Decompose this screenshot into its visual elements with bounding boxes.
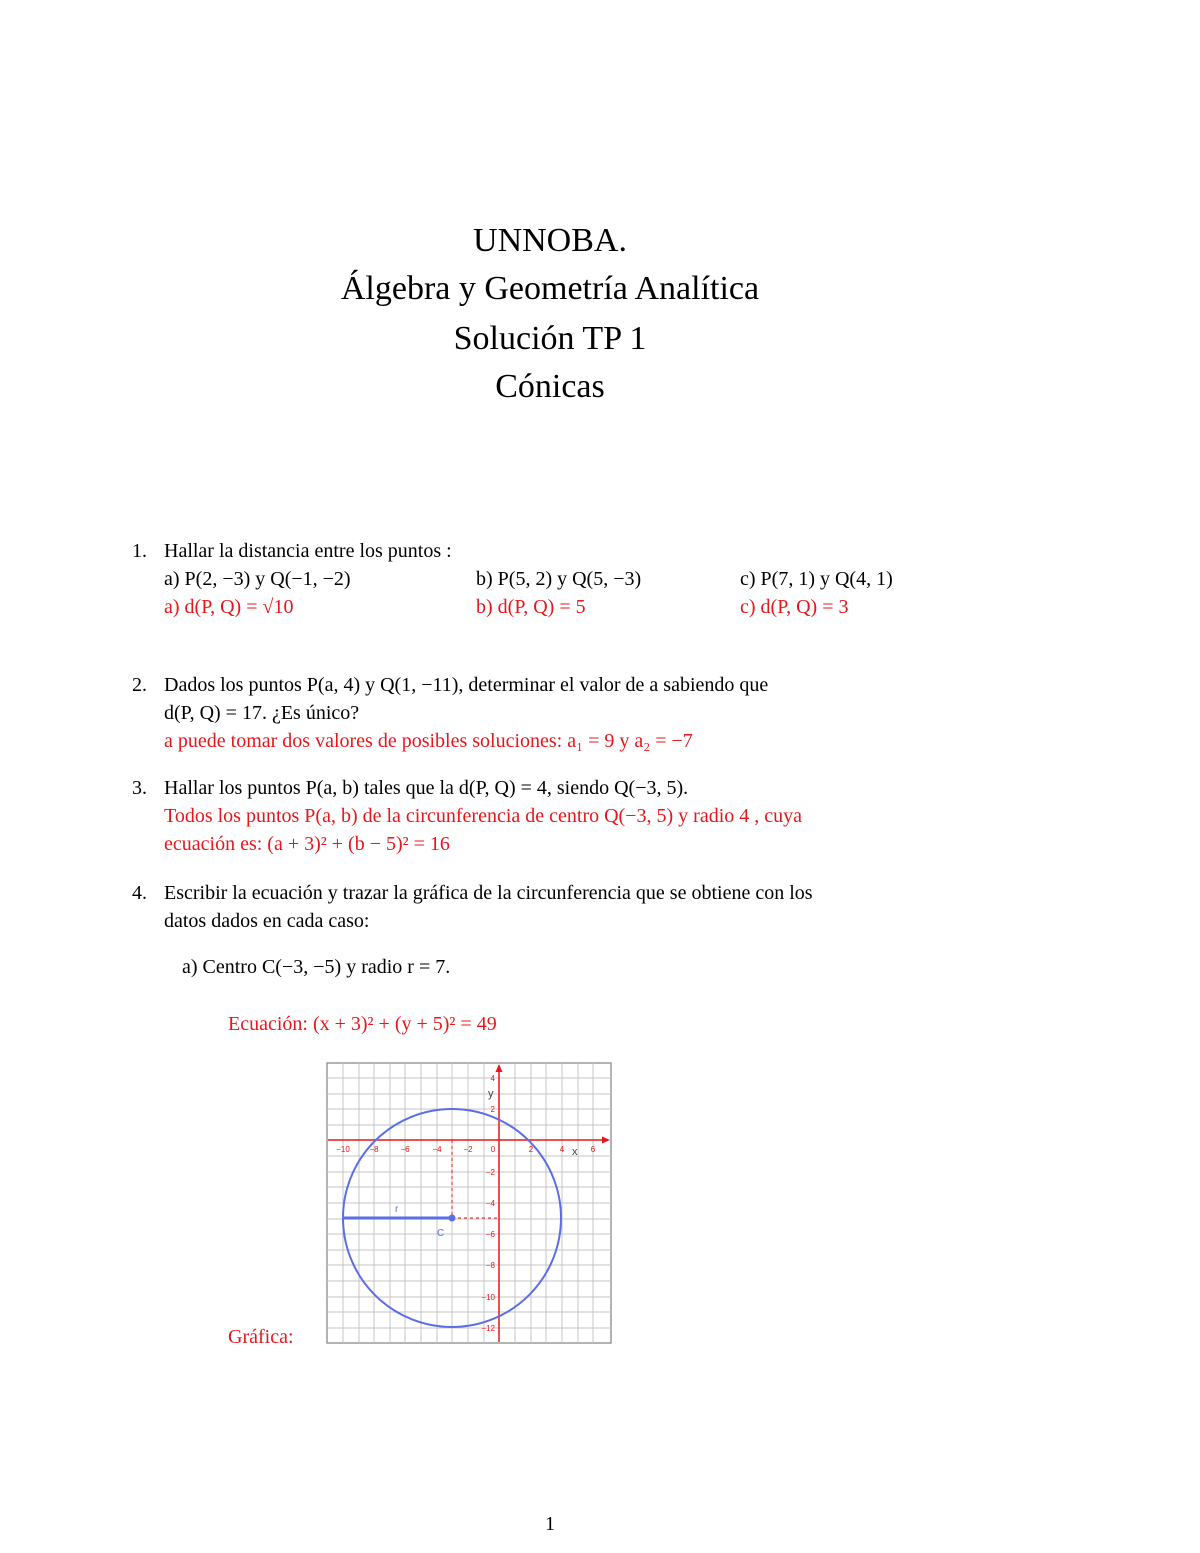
page-number: 1 [545, 1513, 555, 1535]
problem-3-number: 3. [132, 777, 147, 799]
problem-1-item-b: b) P(5, 2) y Q(5, −3) [476, 568, 642, 590]
problem-3-solution-line-1: Todos los puntos P(a, b) de la circunferencia de centro Q(−3, 5) y radio 4 , cuya [164, 805, 803, 827]
problem-4-number: 4. [132, 882, 147, 904]
doc-title-course: Álgebra y Geometría Analítica [340, 270, 760, 307]
doc-title-topic: Cónicas [495, 368, 605, 405]
problem-1-solution-a: a) d(P, Q) = √10 [164, 596, 294, 618]
y-tick-label: −12 [481, 1324, 495, 1333]
problem-1-solution-b: b) d(P, Q) = 5 [476, 596, 586, 618]
problem-3-line-1: Hallar los puntos P(a, b) tales que la d(P, Q) = 4, siendo Q(−3, 5). [164, 777, 689, 799]
x-tick-label: 6 [590, 1145, 596, 1154]
circle-graph [326, 1062, 612, 1344]
problem-1-item-c: c) P(7, 1) y Q(4, 1) [740, 568, 893, 590]
problem-4-item-a: a) Centro C(−3, −5) y radio r = 7. [182, 956, 451, 978]
x-axis-label: x [572, 1146, 578, 1158]
center-point [449, 1215, 456, 1222]
x-tick-label: 4 [559, 1145, 565, 1154]
radius-label: r [395, 1204, 399, 1215]
x-tick-label: 2 [528, 1145, 534, 1154]
x-tick-label: −10 [336, 1145, 350, 1154]
problem-1-statement: Hallar la distancia entre los puntos : [164, 540, 452, 562]
x-tick-label: −8 [369, 1145, 379, 1154]
y-axis-label: y [488, 1088, 494, 1100]
problem-2-line-1: Dados los puntos P(a, 4) y Q(1, −11), determinar el valor de a sabiendo que [164, 674, 769, 696]
y-tick-label: 2 [490, 1105, 495, 1114]
x-tick-label: −2 [463, 1145, 473, 1154]
y-tick-label: −6 [485, 1230, 495, 1239]
problem-3-solution-line-2: ecuación es: (a + 3)² + (b − 5)² = 16 [164, 833, 450, 855]
doc-title-institution: UNNOBA. [473, 222, 627, 259]
x-tick-label: 0 [490, 1145, 496, 1154]
doc-title-tp: Solución TP 1 [453, 320, 647, 357]
problem-4-line-2: datos dados en cada caso: [164, 910, 370, 932]
x-tick-label: −6 [400, 1145, 410, 1154]
y-tick-label: −4 [485, 1199, 495, 1208]
problem-1-solution-c: c) d(P, Q) = 3 [740, 596, 849, 618]
problem-4-graph-label: Gráfica: [228, 1326, 294, 1348]
problem-4-line-1: Escribir la ecuación y trazar la gráfica de la circunferencia que se obtiene con los [164, 882, 813, 904]
y-tick-label: −2 [485, 1168, 495, 1177]
problem-2-number: 2. [132, 674, 147, 696]
center-label: C [437, 1228, 445, 1239]
x-tick-label: −4 [432, 1145, 442, 1154]
y-tick-label: −10 [481, 1293, 495, 1302]
y-tick-label: −8 [485, 1261, 495, 1270]
problem-1-number: 1. [132, 540, 147, 562]
y-tick-label: 4 [490, 1074, 495, 1083]
problem-2-line-2: d(P, Q) = 17. ¿Es único? [164, 702, 360, 724]
problem-4-equation: Ecuación: (x + 3)² + (y + 5)² = 49 [228, 1013, 497, 1035]
problem-1-item-a: a) P(2, −3) y Q(−1, −2) [164, 568, 351, 590]
problem-2-solution: a puede tomar dos valores de posibles soluciones: a₁ = 9 y a₂ = −7 [164, 730, 693, 752]
